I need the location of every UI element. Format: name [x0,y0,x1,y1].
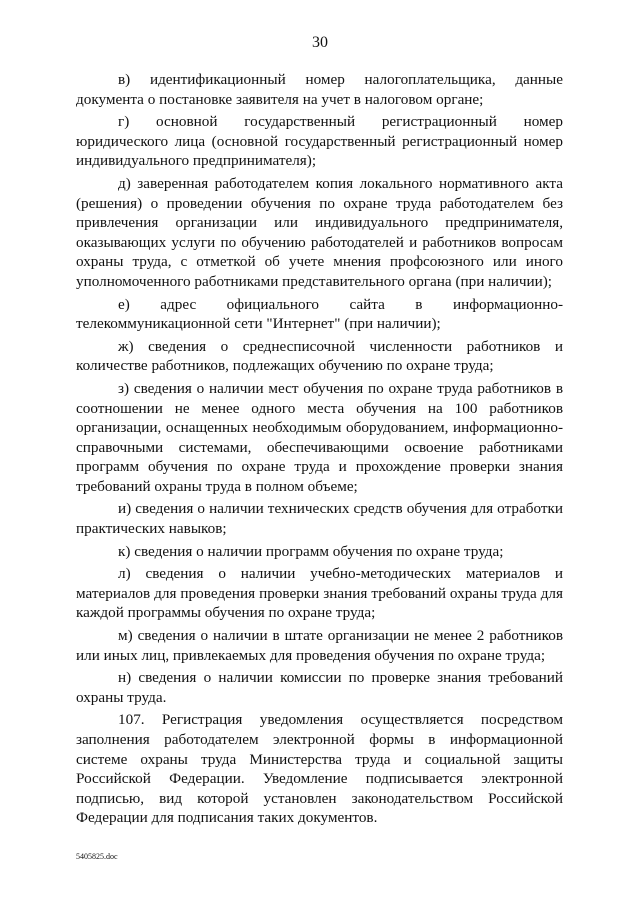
page-number: 30 [312,34,328,51]
paragraph-l: л) сведения о наличии учебно-методических материалов и материалов для проведения проверки знания требований охраны труда для каждой программы обучения по охране труда; [76,565,563,622]
paragraph-n: н) сведения о наличии комиссии по проверке знания требований охраны труда. [76,669,563,706]
paragraph-m: м) сведения о наличии в штате организации не менее 2 работников или иных лиц, привлекаемых для проведения обучения по охране труда; [76,627,563,664]
paragraph-v: в) идентификационный номер налогоплательщика, данные документа о постановке заявителя на учет в налоговом органе; [76,71,563,108]
paragraph-i: и) сведения о наличии технических средств обучения для отработки практических навыков; [76,500,563,538]
file-name-footer: 5405825.doc [76,852,118,861]
document-body [76,70,563,831]
paragraph-k: к) сведения о наличии программ обучения по охране труда; [118,542,504,560]
paragraph-e: е) адрес официального сайта в информационно-телекоммуникационной сети "Интернет" (при наличии); [76,295,563,333]
paragraph-107: 107. Регистрация уведомления осуществляется посредством заполнения работодателем электронной формы в информационной системе охраны труда Министерства труда и социальной защиты Российской Федерации. Уведомление подписывается электронной подписью, вид которой установлен законодательством Российской Федерации для подписания таких документов. [76,711,563,827]
paragraph-zh: ж) сведения о среднесписочной численности работников и количестве работников, подлежащих обучению по охране труда; [76,337,563,375]
paragraph-g: г) основной государственный регистрационный номер юридического лица (основной государственный регистрационный номер индивидуального предпринимателя); [76,113,563,170]
paragraph-z: з) сведения о наличии мест обучения по охране труда работников в соотношении не менее одного места обучения на 100 работников организации, оснащенных необходимым оборудованием, информационно-справочными системами, обеспечивающими освоение работниками программ обучения по охране труда и прохождение проверки знания требований охраны труда в полном объеме; [76,379,563,495]
paragraph-d: д) заверенная работодателем копия локального нормативного акта (решения) о проведении обучения по охране труда работодателем без привлечения организации или индивидуального предпринимателя, оказывающих услуги по обучению работодателей и работников вопросам охраны труда, с отметкой об учете мнения профсоюзного или иного уполномоченного работниками представительного органа (при наличии); [76,174,563,290]
